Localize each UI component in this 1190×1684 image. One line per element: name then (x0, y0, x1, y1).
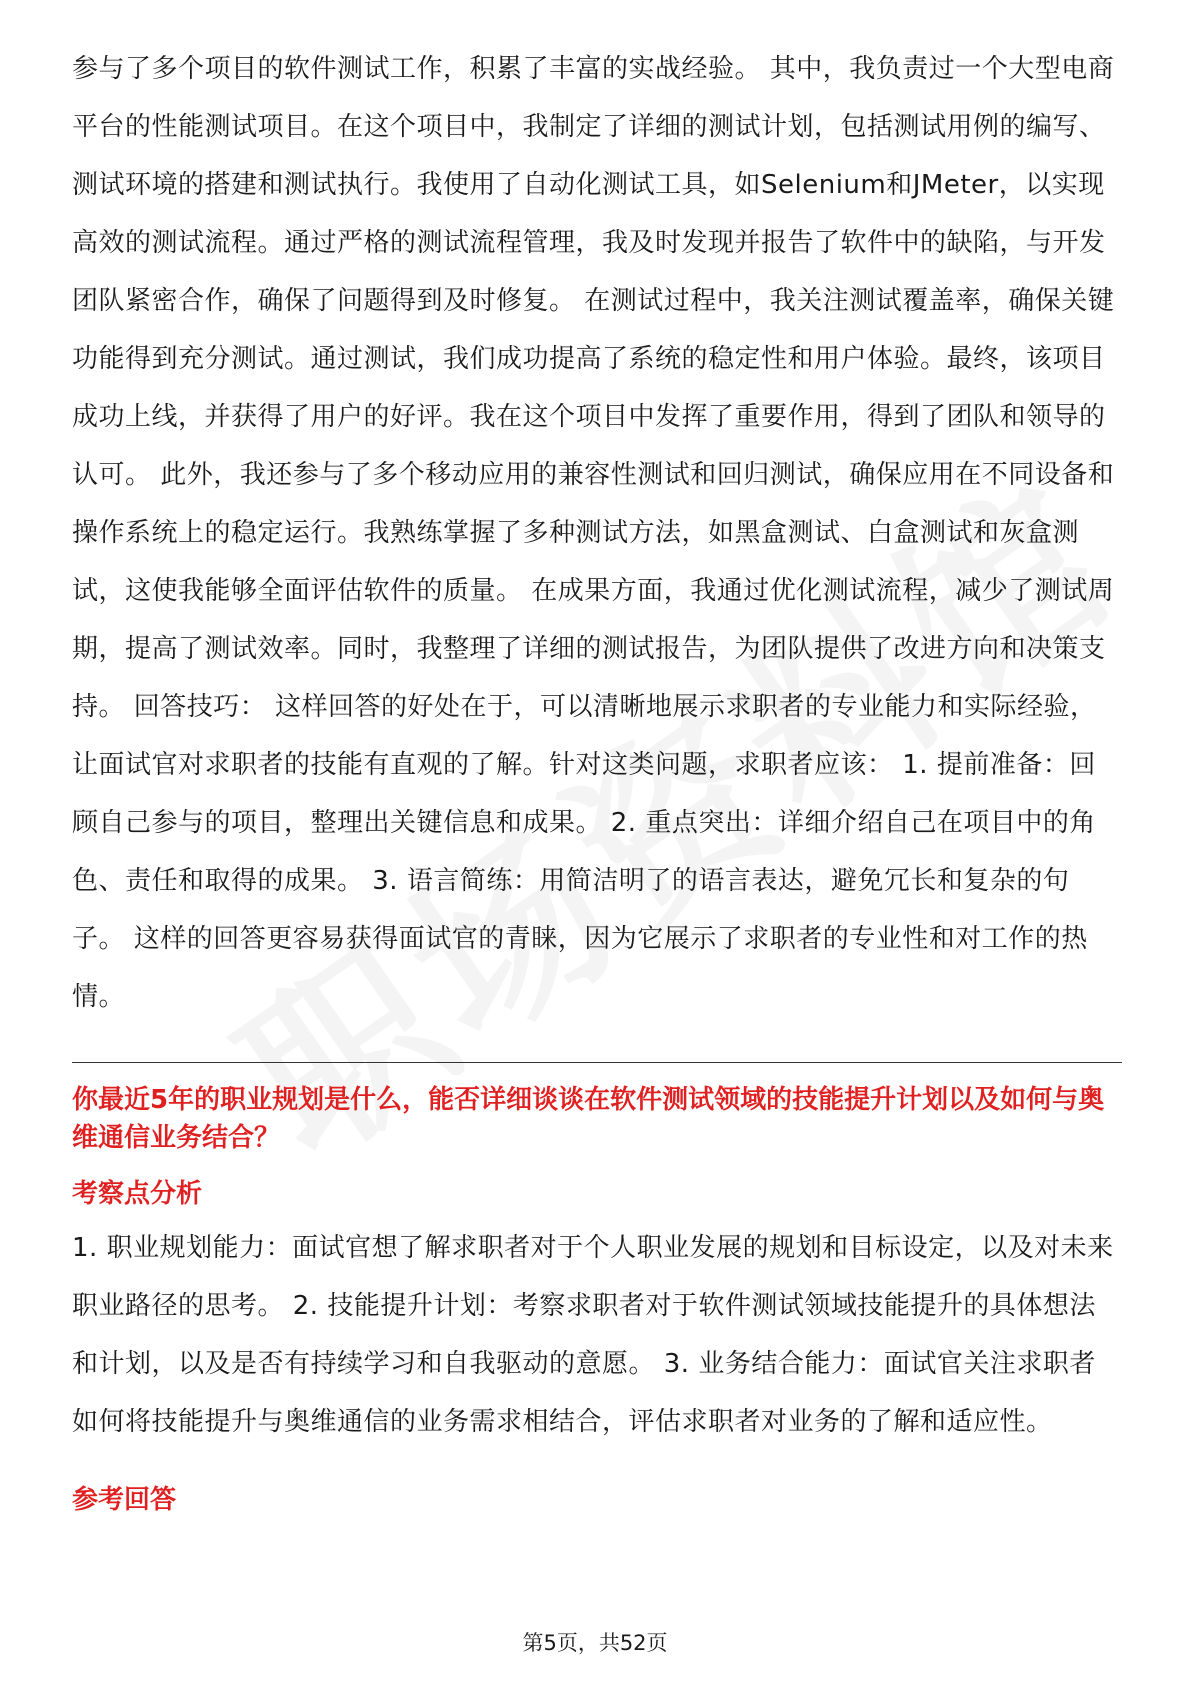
reference-answer-heading: 参考回答 (72, 1485, 177, 1515)
answer-body-text: 参与了多个项目的软件测试工作，积累了丰富的实战经验。 其中，我负责过一个大型电商平台的性能测试项目。在这个项目中，我制定了详细的测试计划，包括测试用例的编写、测试环境的搭建和测试执行。我使用了自动化测试工具，如Selenium和JMeter，以实现高效的测试流程。通过严格的测试流程管理，我及时发现并报告了软件中的缺陷，与开发团队紧密合作，确保了问题得到及时修复。 在测试过程中，我关注测试覆盖率，确保关键功能得到充分测试。通过测试，我们成功提高了系统的稳定性和用户体验。最终，该项目成功上线，并获得了用户的好评。我在这个项目中发挥了重要作用，得到了团队和领导的认可。 此外，我还参与了多个移动应用的兼容性测试和回归测试，确保应用在不同设备和操作系统上的稳定运行。我熟练掌握了多种测试方法，如黑盒测试、白盒测试和灰盒测试，这使我能够全面评估软件的质量。 在成果方面，我通过优化测试流程，减少了测试周期，提高了测试效率。同时，我整理了详细的测试报告，为团队提供了改进方向和决策支持。 回答技巧： 这样回答的好处在于，可以清晰地展示求职者的专业能力和实际经验，让面试官对求职者的技能有直观的了解。针对这类问题，求职者应该： 1. 提前准备：回顾自己参与的项目，整理出关键信息和成果。 2. 重点突出：详细介绍自己在项目中的角色、责任和取得的成果。 3. 语言简练：用简洁明了的语言表达，避免冗长和复杂的句子。 这样的回答更容易获得面试官的青睐，因为它展示了求职者的专业性和对工作的热情。 (72, 54, 1115, 1012)
page-number: 第5页，共52页 (522, 1631, 668, 1655)
page-content (72, 40, 1122, 1519)
analysis-heading: 考察点分析 (72, 1179, 203, 1209)
analysis-text: 1. 职业规划能力：面试官想了解求职者对于个人职业发展的规划和目标设定，以及对未来职业路径的思考。 2. 技能提升计划：考察求职者对于软件测试领域技能提升的具体想法和计划，以及是否有持续学习和自我驱动的意愿。 3. 业务结合能力：面试官关注求职者如何将技能提升与奥维通信的业务需求相结合，评估求职者对业务的了解和适应性。 (72, 1233, 1114, 1437)
interview-question: 你最近5年的职业规划是什么，能否详细谈谈在软件测试领域的技能提升计划以及如何与奥维通信业务结合？ (72, 1085, 1105, 1153)
section-divider (72, 1062, 1122, 1063)
